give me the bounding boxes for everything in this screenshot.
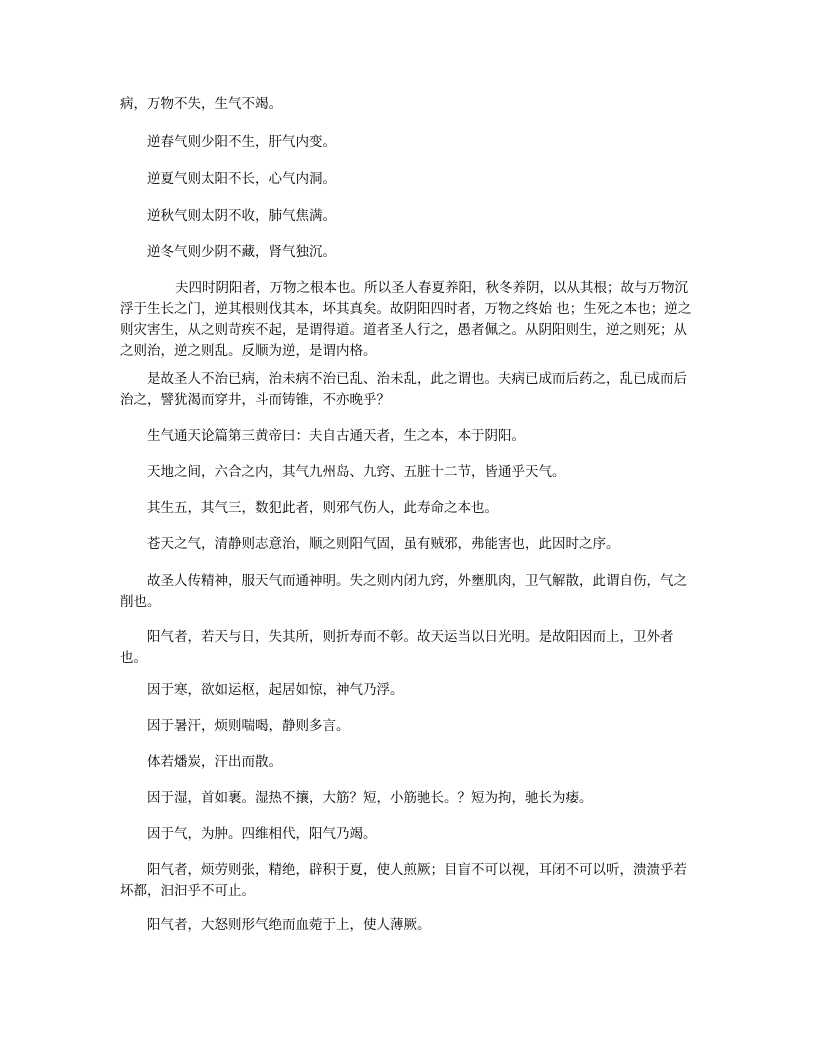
paragraph-1: 病，万物不失，生气不竭。 — [120, 96, 282, 112]
paragraph-6: 夫四时阴阳者，万物之根本也。所以圣人春夏养阳，秋冬养阴，以从其根；故与万物沉浮于生长之门，逆其根则伐其本，坏其真矣。故阴阳四时者，万物之终始 也；生死之本也；逆之则灾害生，从之则苛疾不起，是谓得道。道者圣人行之，愚者佩之。从阴阳则生，逆之则死；从之则治，逆之则乱。反顺为逆，是谓内格。 — [120, 280, 692, 359]
paragraph-11: 苍天之气，清静则志意治，顺之则阳气固，虽有贼邪，弗能害也，此因时之序。 — [147, 536, 620, 552]
paragraph-12: 故圣人传精神，服天气而通神明。失之则内闭九窍，外壅肌肉，卫气解散，此谓自伤，气之削也。 — [120, 573, 687, 610]
paragraph-8: 生气通天论篇第三黄帝曰：夫自古通天者，生之本，本于阴阳。 — [147, 428, 525, 444]
paragraph-19: 阳气者，烦劳则张，精绝，辟积于夏，使人煎厥；目盲不可以视，耳闭不可以听，溃溃乎若坏都，汩汩乎不可止。 — [120, 862, 687, 899]
paragraph-16: 体若燔炭，汗出而散。 — [147, 754, 282, 770]
paragraph-13: 阳气者，若天与日，失其所，则折寿而不彰。故天运当以日光明。是故阳因而上，卫外者也。 — [120, 629, 674, 666]
paragraph-18: 因于气，为肿。四维相代，阳气乃竭。 — [147, 826, 377, 842]
paragraph-17: 因于湿，首如裹。湿热不攘，大筋？短，小筋驰长。？短为拘，驰长为痿。 — [147, 790, 593, 806]
paragraph-9: 天地之间，六合之内，其气九州岛、九窍、五脏十二节，皆通乎天气。 — [147, 464, 566, 480]
paragraph-7: 是故圣人不治已病，治未病不治已乱、治未乱，此之谓也。夫病已成而后药之，乱已成而后治之，譬犹渴而穿井，斗而铸锥，不亦晚乎？ — [120, 371, 687, 408]
paragraph-14: 因于寒，欲如运枢，起居如惊，神气乃浮。 — [147, 682, 404, 698]
paragraph-20: 阳气者，大怒则形气绝而血菀于上，使人薄厥。 — [147, 917, 431, 933]
paragraph-10: 其生五，其气三，数犯此者，则邪气伤人，此寿命之本也。 — [147, 500, 498, 516]
paragraph-15: 因于暑汗，烦则喘喝，静则多言。 — [147, 718, 350, 734]
paragraph-3: 逆夏气则太阳不长，心气内洞。 — [147, 171, 336, 187]
paragraph-5: 逆冬气则少阴不藏，肾气独沉。 — [147, 244, 336, 260]
paragraph-2: 逆春气则少阳不生，肝气内变。 — [147, 134, 336, 150]
paragraph-4: 逆秋气则太阴不收，肺气焦满。 — [147, 208, 336, 224]
